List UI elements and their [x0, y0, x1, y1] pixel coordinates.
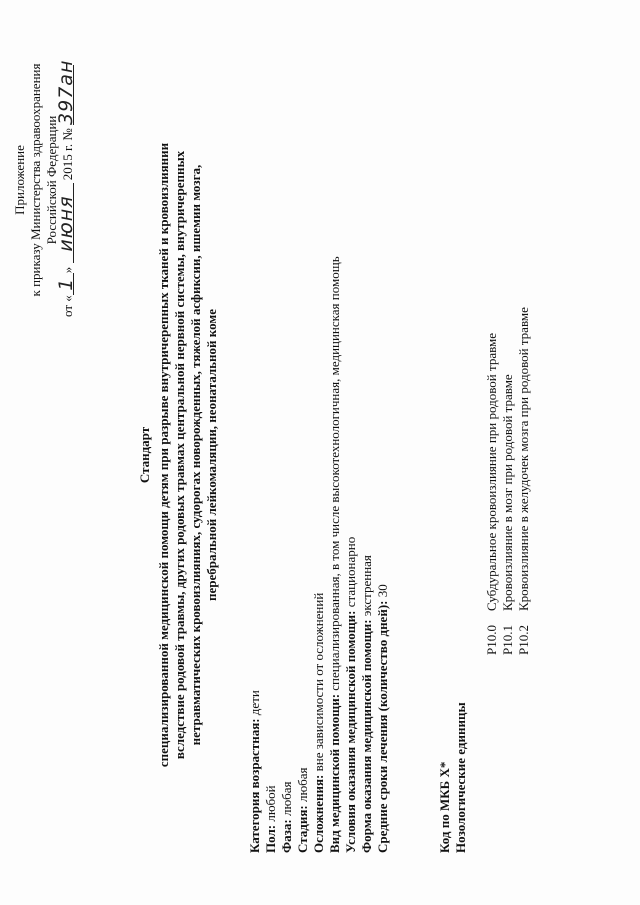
date-day: 1: [60, 273, 74, 295]
param-phase: [279, 781, 294, 853]
param-conditions: [343, 537, 358, 853]
order-number: 397ан: [55, 59, 77, 125]
param-value: экстренная: [359, 555, 374, 617]
param-complications: [311, 593, 326, 853]
param-care-type: [327, 256, 342, 853]
standard-title: Стандарт: [137, 426, 152, 484]
param-age: [247, 690, 262, 853]
title-line-4: перебральной лейкомаляции, неонатальной коме: [204, 309, 219, 601]
param-duration: [375, 584, 390, 853]
param-label: Форма оказания медицинской помощи:: [359, 619, 374, 853]
header-date-line: [55, 59, 77, 317]
date-year: 2015 г. №: [60, 128, 75, 181]
param-value: специализированная, в том числе высокотехнологичная, медицинская помощь: [327, 256, 342, 691]
param-label: Осложнения:: [311, 774, 326, 853]
param-form: [359, 555, 374, 853]
param-label: Категория возрастная:: [247, 718, 262, 853]
title-line-1: специализированной медицинской помощи детям при разрыве внутричерепных тканей и кровоизлиянии: [156, 142, 171, 768]
param-label: Условия оказания медицинской помощи:: [343, 610, 358, 853]
header-line-2: к приказу Министерства здравоохранения: [28, 63, 43, 297]
header-line-1: Приложение: [12, 145, 27, 215]
param-label: Фаза:: [279, 819, 294, 853]
icd-text: Субдуральное кровоизлияние при родовой травме: [484, 332, 499, 611]
icd-text: Кровоизлияние в желудочек мозга при родовой травме: [516, 307, 531, 611]
param-label: Стадия:: [295, 805, 310, 853]
icd-item: [516, 307, 531, 655]
param-value: дети: [247, 690, 262, 716]
param-value: 30: [375, 584, 390, 598]
param-value: вне зависимости от осложнений: [311, 592, 326, 772]
icd-item: [500, 374, 515, 655]
param-label: Средние сроки лечения (количество дней):: [375, 600, 390, 853]
param-value: любой: [263, 785, 278, 822]
icd-code: P10.0: [484, 625, 499, 655]
date-mid: »: [60, 266, 75, 274]
icd-heading: Код по МКБ X*: [437, 761, 452, 853]
title-line-3: нетравматических кровоизлияниях, судорогах новорожденных, тяжелой асфиксии, ишемии мозга,: [188, 164, 203, 746]
param-value: любая: [279, 781, 294, 817]
icd-text: Кровоизлияние в мозг при родовой травме: [500, 374, 515, 611]
param-stage: [295, 767, 310, 853]
icd-code: P10.1: [500, 625, 515, 655]
param-label: Вид медицинской помощи:: [327, 693, 342, 853]
date-month: июня: [60, 183, 74, 263]
param-value: стационарно: [343, 536, 358, 608]
nosology-heading: Нозологические единицы: [453, 702, 468, 853]
param-value: любая: [295, 767, 310, 803]
icd-item: [484, 333, 499, 655]
icd-code: P10.2: [516, 625, 531, 655]
param-label: Пол:: [263, 824, 278, 853]
date-prefix: от «: [60, 295, 75, 317]
header-line-3: Российской Федерации: [44, 115, 59, 245]
param-sex: [263, 785, 278, 853]
title-line-2: вследствие родовой травмы, других родовых травмах центральной нервной системы, внутричерепных: [172, 150, 187, 760]
